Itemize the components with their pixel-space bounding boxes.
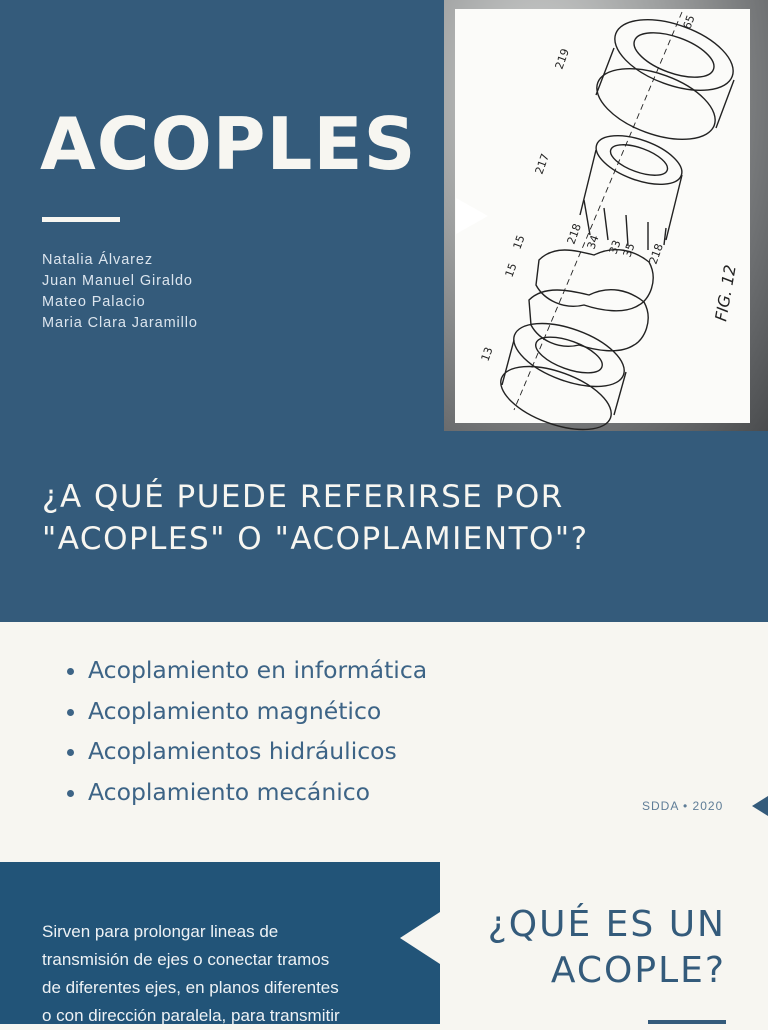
heading-line: ACOPLE? [550,950,726,991]
pointer-arrow-icon [400,912,440,964]
part-label: 15 [510,233,528,252]
author-item: Maria Clara Jaramillo [42,315,198,331]
title-divider [42,217,120,222]
question-line: ¿A QUÉ PUEDE REFERIRSE POR [42,479,564,515]
part-label: 218 [646,241,667,267]
coupling-exploded-drawing [444,0,768,431]
definition-heading [470,902,726,994]
footer-tag: SDDA • 2020 [642,799,724,813]
part-label: 15 [502,261,520,280]
page-title: ACOPLES [40,102,417,186]
heading-line: ¿QUÉ ES UN [487,904,726,945]
part-label: 34 [584,233,602,252]
author-item: Mateo Palacio [42,294,146,310]
author-list [42,250,198,334]
part-label: 218 [564,221,585,247]
patent-drawing-image [444,0,768,431]
definition-line: o con dirección paralela, para transmitir [42,1006,340,1025]
list-item: • Acoplamiento magnético [88,691,427,732]
author-item: Natalia Álvarez [42,252,154,268]
figure-caption: FIG. 12 [711,263,740,323]
author-item: Juan Manuel Giraldo [42,273,193,289]
play-icon [456,198,488,234]
definition-line: Sirven para prolongar lineas de [42,922,279,941]
list-item: • Acoplamientos hidráulicos [88,731,427,772]
part-label: 33 [606,238,624,257]
part-label: 219 [552,46,573,72]
definition-text [42,918,402,1030]
definition-line: transmisión de ejes o conectar tramos [42,950,330,969]
part-label: 35 [620,241,638,260]
list-item: • Acoplamiento en informática [88,650,427,691]
list-item: • Acoplamiento mecánico [88,772,427,813]
part-label: 217 [532,151,553,177]
part-label: 65 [680,13,698,32]
notch-arrow-icon [752,796,768,816]
part-label: 13 [478,345,496,364]
definition-line: de diferentes ejes, en planos diferentes [42,978,339,997]
question-line: "ACOPLES" O "ACOPLAMIENTO"? [42,521,589,557]
question-heading [42,476,742,560]
heading-divider [648,1020,726,1024]
coupling-types-list [62,650,427,812]
